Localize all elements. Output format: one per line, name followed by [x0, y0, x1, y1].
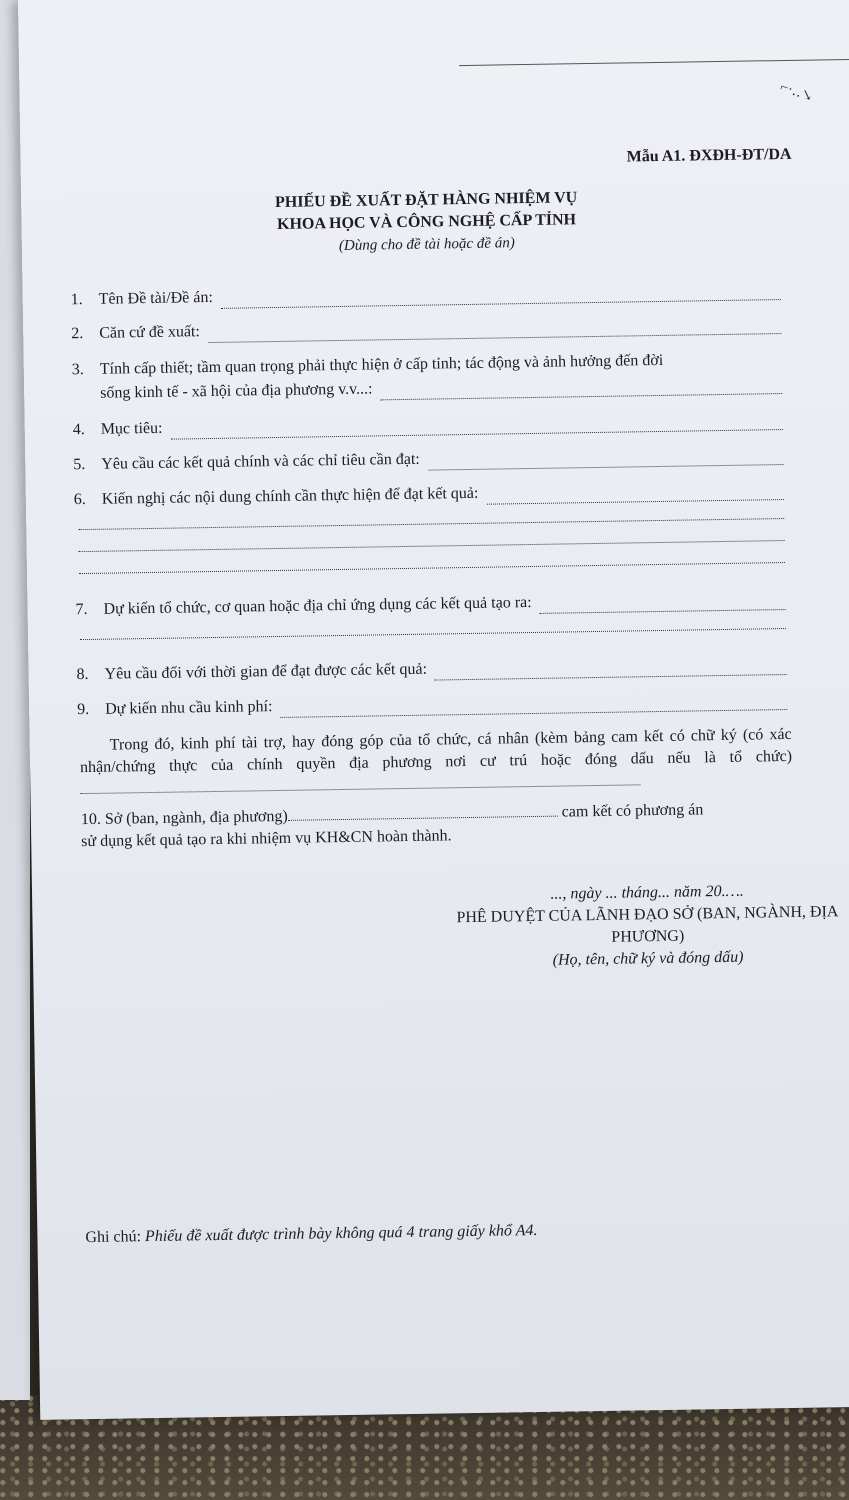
- item-number: 7.: [75, 600, 88, 619]
- fill-line-6c: [79, 562, 785, 574]
- item-6: [74, 478, 784, 511]
- item-number: 1.: [70, 291, 83, 309]
- item-label: Tên Đề tài/Đề án:: [98, 288, 214, 308]
- item-label: Tính cấp thiết; tầm quan trọng phải thực hiện ở cấp tỉnh; tác động và ảnh hưởng đến đời: [99, 351, 664, 378]
- fill-line-6b: [79, 540, 785, 552]
- item-2: [71, 312, 781, 345]
- title-line-1: PHIẾU ĐỀ XUẤT ĐẶT HÀNG NHIỆM VỤ: [274, 189, 578, 211]
- fill-line: [380, 379, 782, 400]
- item-1: [71, 278, 781, 311]
- item-label: Yêu cầu các kết quả chính và các chỉ tiêu cần đạt:: [101, 450, 420, 473]
- fill-line: [540, 595, 786, 614]
- item-4: [73, 408, 783, 441]
- fill-line: [435, 660, 787, 681]
- item-5: [73, 443, 783, 476]
- item-label: Dự kiến tổ chức, cơ quan hoặc địa chỉ ứng dụng các kết quả tạo ra:: [103, 594, 532, 618]
- fill-line: [221, 285, 781, 309]
- title-line-2: KHOA HỌC VÀ CÔNG NGHỆ CẤP TỈNH: [276, 211, 577, 233]
- item-label: Kiến nghị các nội dung chính cần thực hiện để đạt kết quả:: [101, 484, 479, 508]
- fill-line: [208, 319, 782, 343]
- approval-note: (Họ, tên, chữ ký và đóng dấu): [552, 948, 744, 969]
- funding-paragraph: [80, 724, 793, 801]
- item-10-start: 10. Sở (ban, ngành, địa phương): [80, 807, 288, 829]
- approval-title: PHÊ DUYỆT CỦA LÃNH ĐẠO SỞ (BAN, NGÀNH, ĐỊA PHƯƠNG): [456, 903, 839, 946]
- item-label: Căn cứ đề xuất:: [99, 323, 201, 342]
- fill-line-6a: [78, 518, 784, 530]
- fill-line: [80, 772, 640, 794]
- fill-line: [280, 695, 787, 718]
- item-number: 2.: [71, 325, 84, 343]
- fill-line: [288, 804, 558, 821]
- approval-block: [452, 879, 843, 973]
- item-label-cont: sống kinh tế - xã hội của địa phương v.v...:: [100, 380, 373, 402]
- item-7: [75, 588, 785, 621]
- item-number: 8.: [76, 665, 89, 684]
- item-number: 4.: [72, 421, 85, 439]
- date-line: ..., ngày ... tháng... năm 20.….: [550, 882, 744, 903]
- item-number: 9.: [77, 700, 90, 719]
- item-10: [81, 798, 794, 853]
- item-10-end: cam kết có phương án: [561, 801, 704, 821]
- funding-text: Trong đó, kinh phí tài trợ, hay đóng góp của tổ chức, cá nhân (kèm bảng cam kết có chữ ký (có xác nhận/chứng thực của chính quyền địa phương nơi cư trú hoặc đóng dấu nếu là tổ chức): [79, 725, 793, 777]
- paper-sheet: [18, 0, 849, 1420]
- form-code: Mẫu A1. ĐXĐH-ĐT/DA: [626, 145, 792, 166]
- fill-line: [486, 485, 784, 505]
- subtitle: (Dùng cho đề tài hoặc đề án): [338, 235, 515, 254]
- item-number: 6.: [73, 490, 86, 509]
- header-rule: [459, 59, 849, 66]
- document-title: [21, 183, 832, 262]
- item-label: Yêu cầu đối với thời gian để đạt được các kết quả:: [104, 660, 428, 683]
- fill-line-7a: [80, 628, 786, 640]
- item-9: [77, 688, 787, 721]
- fill-line: [428, 450, 784, 471]
- note-text: Phiếu đề xuất được trình bày không quá 4 trang giấy khổ A4.: [144, 1221, 538, 1246]
- footnote: [85, 1222, 537, 1247]
- pen-mark: ⌐·‥↘: [778, 79, 815, 105]
- fill-line: [170, 415, 782, 440]
- item-10-line-2: sử dụng kết quả tạo ra khi nhiệm vụ KH&CN hoàn thành.: [81, 827, 452, 851]
- item-label: Mục tiêu:: [100, 419, 163, 438]
- note-label: Ghi chú:: [85, 1228, 142, 1247]
- item-number: 5.: [73, 456, 86, 474]
- item-number: 3.: [71, 361, 84, 379]
- item-8: [76, 653, 786, 686]
- item-label: Dự kiến nhu cầu kinh phí:: [105, 698, 273, 718]
